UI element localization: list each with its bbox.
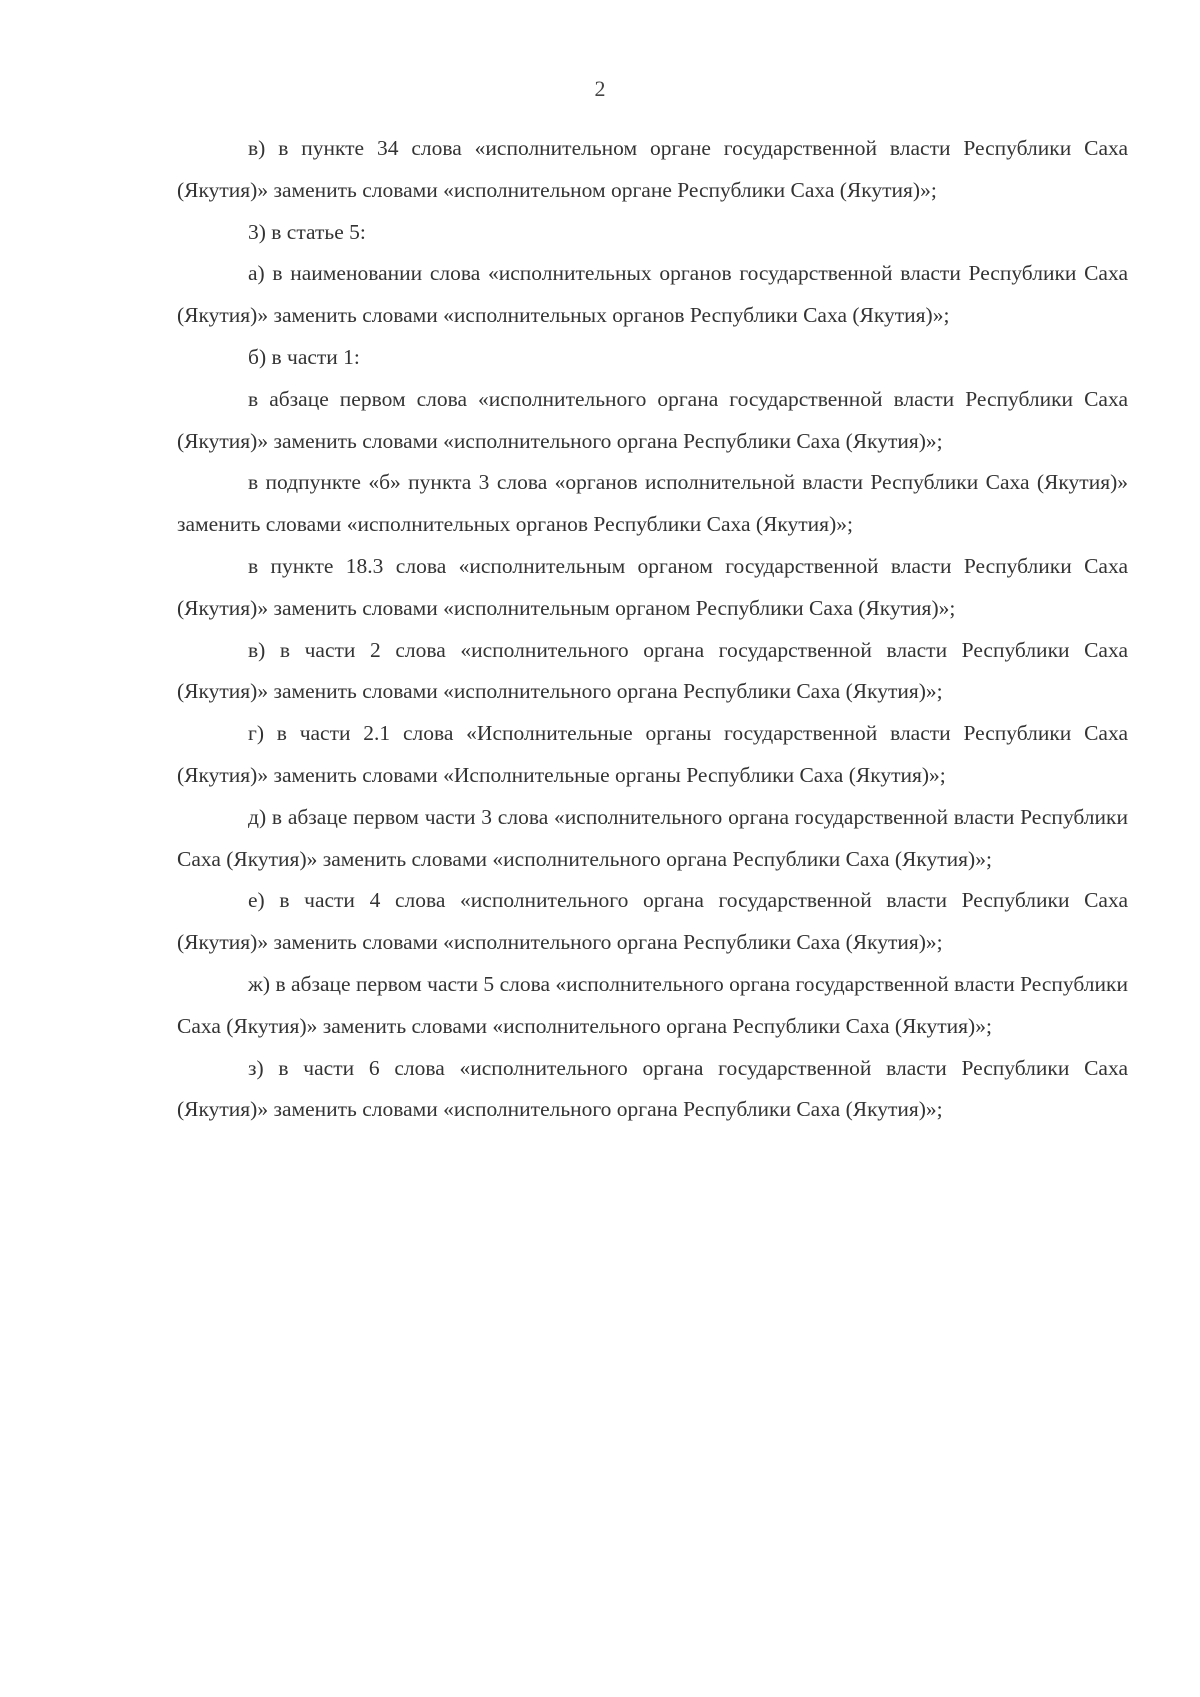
paragraph-article-5-heading: 3) в статье 5: [248, 219, 366, 244]
paragraph-item-e-part-4: е) в части 4 слова «исполнительного органа государственной власти Республики Саха (Якутия)» заменить словами «исполнительного органа Республики Саха (Якутия)»; [177, 888, 1128, 955]
paragraph-item-a-title: а) в наименовании слова «исполнительных органов государственной власти Республики Саха (Якутия)» заменить словами «исполнительных органов Республики Саха (Якутия)»; [177, 261, 1128, 328]
paragraph-first-abzac: в абзаце первом слова «исполнительного органа государственной власти Республики Саха (Якутия)» заменить словами «исполнительного органа Республики Саха (Якутия)»; [177, 386, 1128, 453]
paragraph-item-z-part-6: з) в части 6 слова «исполнительного органа государственной власти Республики Саха (Якутия)» заменить словами «исполнительного органа Республики Саха (Якутия)»; [177, 1055, 1128, 1122]
paragraph-item-v-punkt-34: в) в пункте 34 слова «исполнительном органе государственной власти Республики Саха (Якутия)» заменить словами «исполнительном органе Республики Саха (Якутия)»; [177, 136, 1128, 202]
paragraph-item-b-part-1: б) в части 1: [248, 344, 360, 369]
paragraph-item-d-part-3: д) в абзаце первом части 3 слова «исполнительного органа государственной власти Республики Саха (Якутия)» заменить словами «исполнительного органа Республики Саха (Якутия)»; [177, 804, 1128, 871]
paragraph-item-v-part-2: в) в части 2 слова «исполнительного органа государственной власти Республики Саха (Якутия)» заменить словами «исполнительного органа Республики Саха (Якутия)»; [177, 637, 1128, 704]
paragraph-item-g-part-2-1: г) в части 2.1 слова «Исполнительные органы государственной власти Республики Саха (Якутия)» заменить словами «Исполнительные органы Республики Саха (Якутия)»; [177, 721, 1128, 787]
paragraph-item-zh-part-5: ж) в абзаце первом части 5 слова «исполнительного органа государственной власти Республики Саха (Якутия)» заменить словами «исполнительного органа Республики Саха (Якутия)»; [177, 971, 1128, 1038]
document-body [177, 128, 1128, 1131]
paragraph-subpunkt-b-punkt-3: в подпункте «б» пункта 3 слова «органов исполнительной власти Республики Саха (Якутия)» заменить словами «исполнительных органов Республики Саха (Якутия)»; [177, 470, 1128, 537]
paragraph-punkt-18-3: в пункте 18.3 слова «исполнительным органом государственной власти Республики Саха (Якутия)» заменить словами «исполнительным органом Республики Саха (Якутия)»; [177, 553, 1128, 620]
page-number: 2 [594, 76, 606, 101]
